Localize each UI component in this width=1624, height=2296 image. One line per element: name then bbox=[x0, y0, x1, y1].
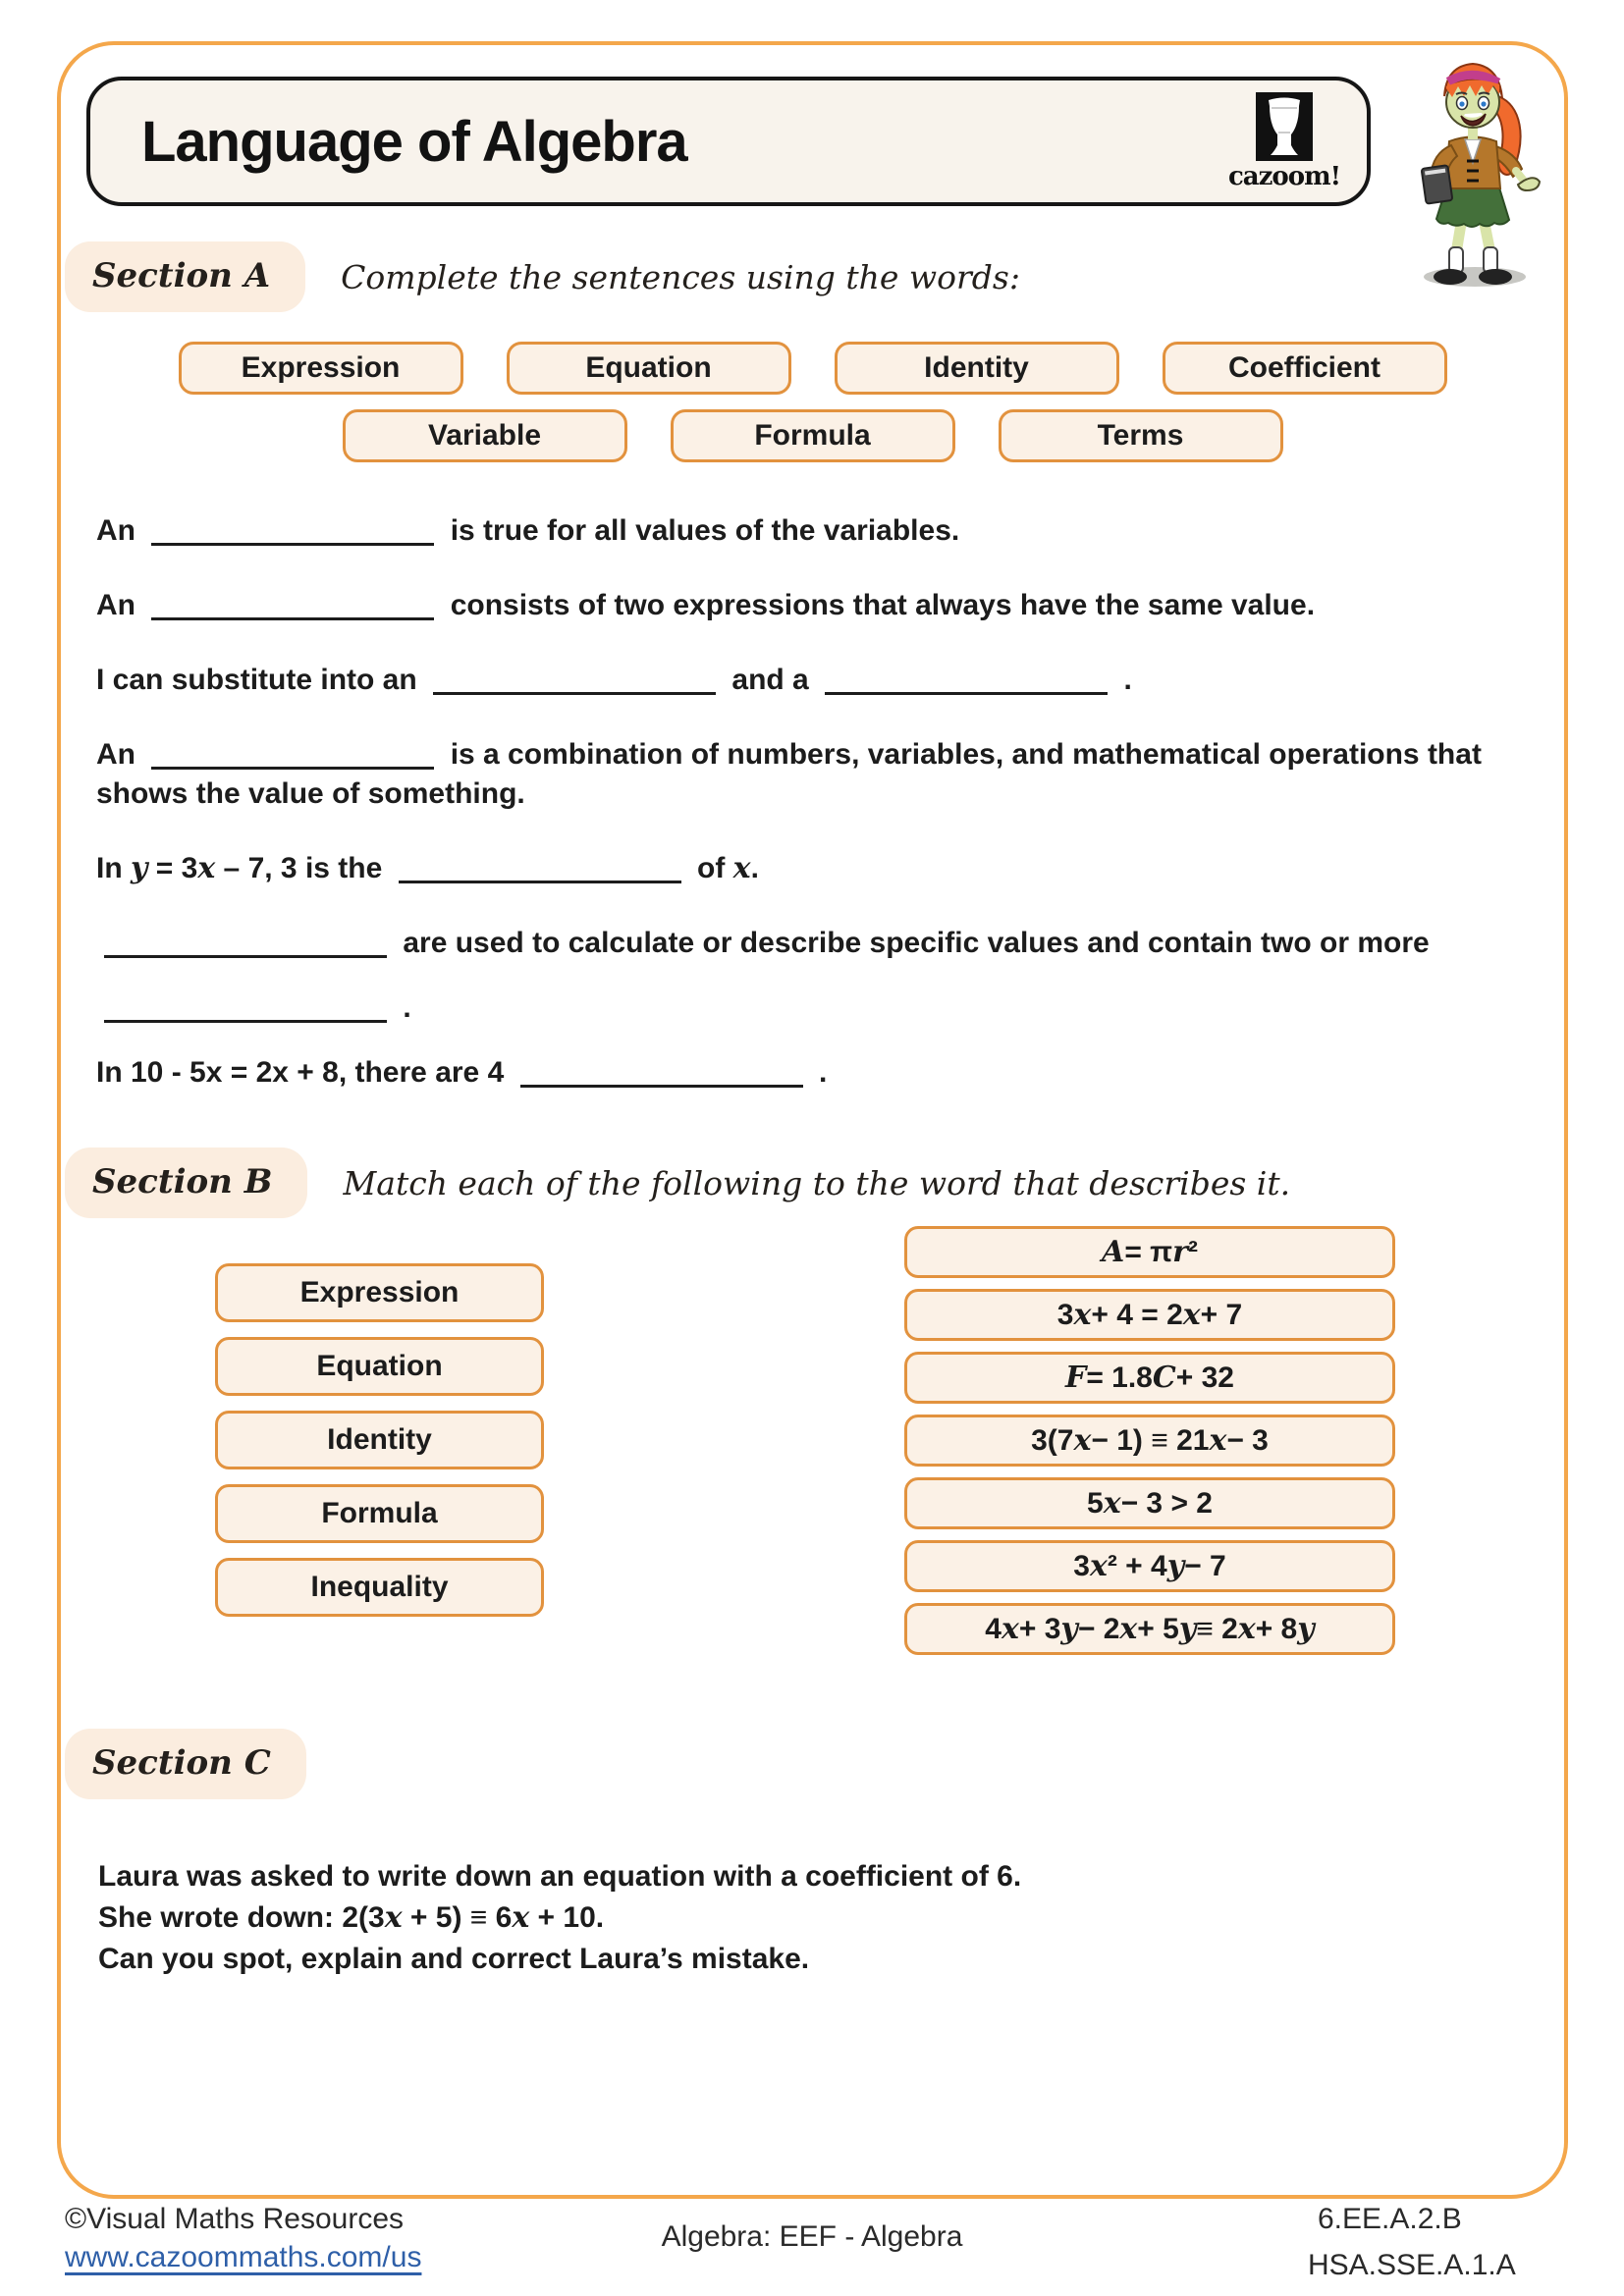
word-bank-chip: Coefficient bbox=[1163, 342, 1447, 395]
answer-blank bbox=[151, 586, 434, 620]
term-box: Equation bbox=[215, 1337, 544, 1396]
footer-standard-codes bbox=[1308, 2197, 1516, 2288]
answer-blank bbox=[399, 849, 681, 883]
page-title: Language of Algebra bbox=[141, 109, 687, 174]
term-box: Inequality bbox=[215, 1558, 544, 1617]
sentence-3-mid: and a bbox=[731, 664, 809, 696]
sentence-6-end: . bbox=[403, 991, 411, 1024]
cartoon-girl-mascot bbox=[1404, 51, 1542, 292]
expression-column bbox=[904, 1226, 1395, 1666]
sentence-6-text: are used to calculate or describe specific values and contain two or more bbox=[403, 927, 1430, 959]
sentence-4-line2: shows the value of something. bbox=[96, 777, 525, 810]
word-bank-chip: Terms bbox=[999, 409, 1283, 462]
cazoom-drum-icon bbox=[1256, 92, 1313, 161]
section-b-instruction: Match each of the following to the word that describes it. bbox=[343, 1163, 1291, 1202]
word-bank-chip: Variable bbox=[343, 409, 627, 462]
cazoom-logo bbox=[1223, 92, 1345, 191]
section-c-text bbox=[98, 1856, 1525, 1980]
expression-box: 4 x + 3 y − 2 x + 5 y ≡ 2 x + 8 y bbox=[904, 1603, 1395, 1655]
sentence-3-end: . bbox=[1123, 664, 1132, 696]
answer-blank bbox=[520, 1053, 803, 1088]
worksheet-border bbox=[57, 41, 1568, 2199]
sentence-2-suffix: consists of two expressions that always have the same value. bbox=[450, 589, 1316, 621]
section-b-header bbox=[65, 1148, 1564, 1218]
term-box: Expression bbox=[215, 1263, 544, 1322]
section-c-line-3: Can you spot, explain and correct Laura’s mistake. bbox=[98, 1943, 810, 1975]
sentence-7 bbox=[96, 1053, 1556, 1093]
sentence-5-of: of bbox=[697, 852, 726, 884]
section-b-label: Section B bbox=[65, 1148, 307, 1218]
standard-code-1: 6.EE.A.2.B bbox=[1318, 2203, 1462, 2235]
sentence-5-variable: x bbox=[732, 851, 751, 885]
word-bank-chip: Identity bbox=[835, 342, 1119, 395]
term-box: Formula bbox=[215, 1484, 544, 1543]
section-a-instruction: Complete the sentences using the words: bbox=[341, 257, 1020, 296]
sentence-4-prefix: An bbox=[96, 738, 135, 771]
expression-box: 5 x − 3 > 2 bbox=[904, 1477, 1395, 1529]
section-c-line-1: Laura was asked to write down an equation with a coefficient of 6. bbox=[98, 1860, 1022, 1893]
answer-blank bbox=[151, 511, 434, 546]
sentence-4 bbox=[96, 735, 1556, 814]
section-a-label: Section A bbox=[65, 241, 305, 312]
sentence-5 bbox=[96, 849, 1556, 888]
word-bank-chip: Formula bbox=[671, 409, 955, 462]
sentence-7-prefix: In 10 - 5x = 2x + 8, there are 4 bbox=[96, 1056, 505, 1089]
sentence-6-line-1 bbox=[96, 924, 1556, 963]
sentence-2 bbox=[96, 586, 1556, 625]
book-icon bbox=[1422, 165, 1453, 203]
matching-exercise bbox=[215, 1226, 1564, 1666]
word-bank-row-2 bbox=[61, 409, 1564, 462]
answer-blank bbox=[104, 924, 387, 958]
sentence-3-prefix: I can substitute into an bbox=[96, 664, 417, 696]
sentence-5-equation: y = 3x – 7 bbox=[131, 851, 265, 885]
expression-box: 3 x + 4 = 2 x + 7 bbox=[904, 1289, 1395, 1341]
answer-blank bbox=[151, 735, 434, 770]
section-c-header bbox=[65, 1729, 1564, 1799]
word-bank-chip: Expression bbox=[179, 342, 463, 395]
sentence-1-suffix: is true for all values of the variables. bbox=[450, 514, 960, 547]
sentence-4-line1: is a combination of numbers, variables, and mathematical operations that bbox=[450, 738, 1482, 771]
section-c-label: Section C bbox=[65, 1729, 306, 1799]
answer-blank bbox=[104, 988, 387, 1023]
word-bank-row-1 bbox=[61, 342, 1564, 395]
fill-in-sentences bbox=[96, 511, 1556, 1093]
footer-topic-label: Algebra: EEF - Algebra bbox=[661, 2220, 963, 2253]
word-bank-chip: Equation bbox=[507, 342, 791, 395]
standard-code-2: HSA.SSE.A.1.A bbox=[1308, 2248, 1516, 2281]
section-c-line-2-end: . bbox=[595, 1901, 605, 1934]
sentence-5-prefix: In bbox=[96, 852, 123, 884]
title-bar bbox=[86, 77, 1371, 206]
sentence-7-end: . bbox=[818, 1056, 828, 1089]
sentence-6-line-2 bbox=[96, 988, 1556, 1028]
sentence-5-mid: , 3 is the bbox=[264, 852, 383, 884]
copyright-text: ©Visual Maths Resources bbox=[65, 2203, 405, 2235]
answer-blank bbox=[825, 661, 1108, 695]
expression-box: F = 1.8 C + 32 bbox=[904, 1352, 1395, 1404]
expression-box: 3(7 x − 1) ≡ 21 x − 3 bbox=[904, 1415, 1395, 1467]
section-a-header bbox=[65, 241, 1564, 312]
expression-box: 3 x ² + 4 y − 7 bbox=[904, 1540, 1395, 1592]
sentence-5-end: . bbox=[750, 852, 759, 884]
sentence-1-prefix: An bbox=[96, 514, 135, 547]
term-box: Identity bbox=[215, 1411, 544, 1469]
term-column bbox=[215, 1263, 544, 1631]
word-bank bbox=[61, 342, 1564, 462]
sentence-1 bbox=[96, 511, 1556, 551]
expression-box: A = π r ² bbox=[904, 1226, 1395, 1278]
sentence-3 bbox=[96, 661, 1556, 700]
section-c-equation: 2(3x + 5) ≡ 6x + 10 bbox=[342, 1900, 596, 1935]
answer-blank bbox=[433, 661, 716, 695]
section-c-line-2-prefix: She wrote down: bbox=[98, 1901, 343, 1934]
website-link[interactable]: www.cazoommaths.com/us bbox=[65, 2241, 422, 2273]
section-c-line-2 bbox=[98, 1897, 1525, 1939]
cazoom-logo-text: cazoom! bbox=[1227, 162, 1341, 191]
sentence-2-prefix: An bbox=[96, 589, 135, 621]
